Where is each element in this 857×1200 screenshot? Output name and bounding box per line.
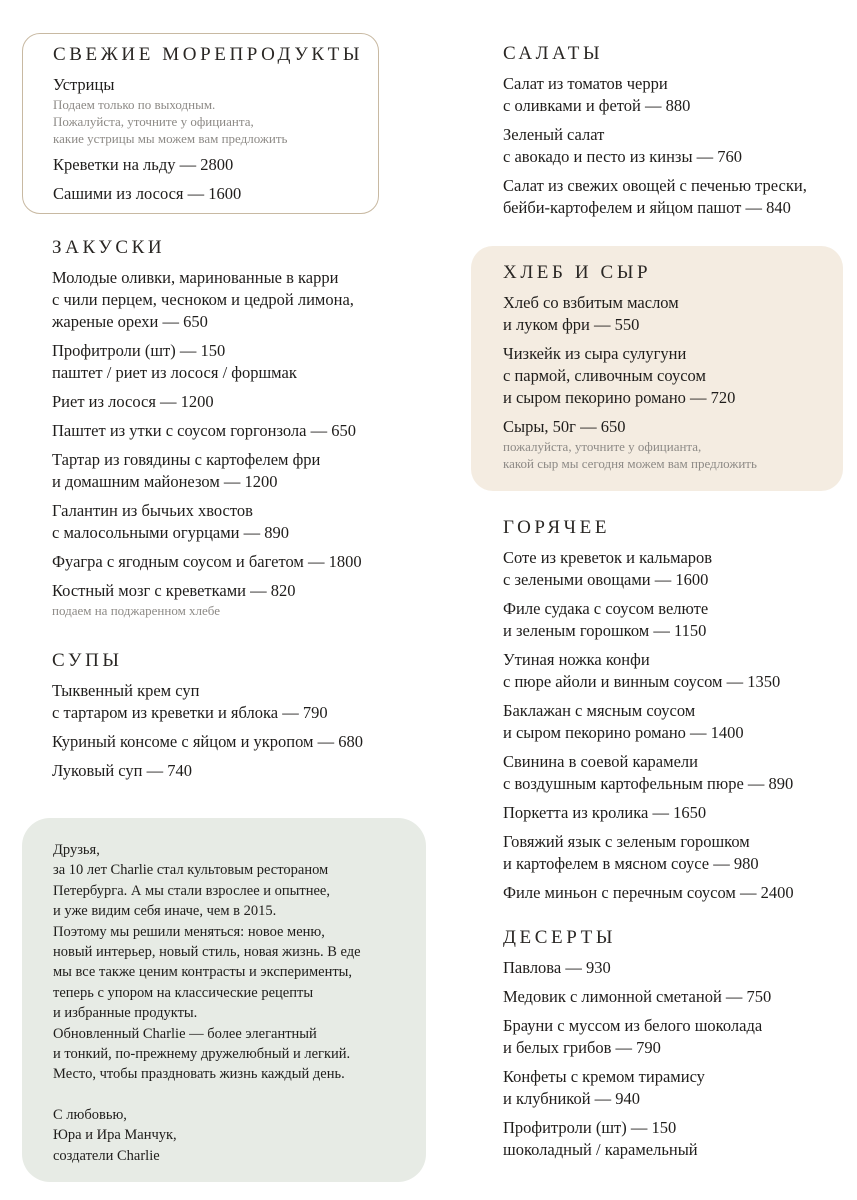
- letter-line: новый интерьер, новый стиль, новая жизнь. В еде: [53, 944, 361, 961]
- section-bread-cheese: [471, 246, 843, 491]
- menu-item-text: и зеленым горошком — 1150: [503, 621, 707, 640]
- menu-item: [52, 580, 432, 619]
- letter-line: Место, чтобы праздновать жизнь каждый день.: [53, 1066, 345, 1083]
- menu-item-text: Чизкейк из сыра сулугуни: [503, 344, 687, 363]
- letter-line: мы все также ценим контрасты и эксперименты,: [53, 964, 353, 981]
- menu-item-text: Тыквенный крем суп: [52, 681, 200, 700]
- menu-item: [52, 449, 432, 493]
- menu-item: [52, 391, 432, 413]
- letter-line: Петербурга. А мы стали взрослее и опытнее,: [53, 882, 330, 899]
- menu-item-text: и белых грибов — 790: [503, 1038, 661, 1057]
- menu-item-text: Куриный консоме с яйцом и укропом — 680: [52, 732, 364, 751]
- menu-item: [503, 124, 843, 168]
- section-seafood: [22, 33, 379, 214]
- menu-item-text: с чили перцем, чесноком и цедрой лимона,: [52, 290, 354, 309]
- menu-item-text: Павлова — 930: [503, 958, 611, 977]
- menu-item: [52, 340, 432, 384]
- menu-item: [52, 551, 432, 573]
- section-title: ГОРЯЧЕЕ: [503, 517, 611, 538]
- menu-item-text: Сашими из лосося — 1600: [53, 184, 242, 203]
- menu-item: [52, 420, 432, 442]
- menu-item-text: Филе судака с соусом велюте: [503, 599, 709, 618]
- menu-item-text: и картофелем в мясном соусе — 980: [503, 854, 759, 873]
- menu-item-text: Баклажан с мясным соусом: [503, 701, 696, 720]
- menu-item-text: Конфеты с кремом тирамису: [503, 1067, 705, 1086]
- menu-item: [503, 882, 843, 904]
- menu-item-text: Утиная ножка конфи: [503, 650, 650, 669]
- menu-item: [52, 267, 432, 333]
- letter-line: за 10 лет Charlie стал культовым рестораном: [53, 862, 329, 879]
- section-soups: [22, 650, 432, 789]
- letter-paragraph: [53, 840, 426, 1085]
- section-desserts: [471, 927, 843, 1168]
- menu-item: [503, 175, 843, 219]
- menu-item-text: Креветки на льду — 2800: [53, 155, 234, 174]
- menu-item-text: Свинина в соевой карамели: [503, 752, 698, 771]
- menu-item-text: Галантин из бычьих хвостов: [52, 501, 253, 520]
- menu-item-text: с авокадо и песто из кинзы — 760: [503, 147, 743, 166]
- menu-item-text: с тартаром из креветки и яблока — 790: [52, 703, 328, 722]
- menu-item-text: с зелеными овощами — 1600: [503, 570, 709, 589]
- letter-line: и избранные продукты.: [53, 1005, 198, 1022]
- menu-item: [503, 649, 843, 693]
- menu-item-text: и сыром пекорино романо — 720: [503, 388, 736, 407]
- menu-item-text: Брауни с муссом из белого шоколада: [503, 1016, 763, 1035]
- section-title: ХЛЕБ И СЫР: [503, 262, 652, 283]
- letter-card: [22, 818, 426, 1182]
- menu-item-note: Подаем только по выходным.: [53, 97, 216, 112]
- menu-item-note: подаем на поджаренном хлебе: [52, 603, 221, 618]
- menu-item-text: паштет / риет из лосося / форшмак: [52, 363, 297, 382]
- menu-item-text: жареные орехи — 650: [52, 312, 208, 331]
- menu-item-text: Костный мозг с креветками — 820: [52, 581, 296, 600]
- letter-line: С любовью,: [53, 1106, 127, 1123]
- menu-item: [503, 598, 843, 642]
- letter-line: Юра и Ира Манчук,: [53, 1127, 177, 1144]
- menu-item: [503, 957, 843, 979]
- section-title: САЛАТЫ: [503, 43, 604, 64]
- section-title: ЗАКУСКИ: [52, 237, 166, 258]
- menu-item: [52, 500, 432, 544]
- menu-item: [503, 831, 843, 875]
- menu-item-text: с пармой, сливочным соусом: [503, 366, 706, 385]
- menu-item-text: и сыром пекорино романо — 1400: [503, 723, 744, 742]
- menu-item-text: Хлеб со взбитым маслом: [503, 293, 679, 312]
- menu-item: [52, 731, 432, 753]
- letter-line: теперь с упором на классические рецепты: [53, 984, 314, 1001]
- menu-item: [503, 73, 843, 117]
- menu-item: [52, 760, 432, 782]
- menu-item: [503, 292, 843, 336]
- menu-item-text: Профитроли (шт) — 150: [503, 1118, 677, 1137]
- menu-item: [503, 343, 843, 409]
- letter-line: создатели Charlie: [53, 1147, 160, 1164]
- menu-item: [503, 700, 843, 744]
- menu-item-text: и клубникой — 940: [503, 1089, 641, 1108]
- letter-line: и уже видим себя иначе, чем в 2015.: [53, 903, 277, 920]
- section-title: ДЕСЕРТЫ: [503, 927, 617, 948]
- section-title: СВЕЖИЕ МОРЕПРОДУКТЫ: [53, 44, 364, 65]
- menu-item-text: и домашним майонезом — 1200: [52, 472, 278, 491]
- menu-item-text: Медовик с лимонной сметаной — 750: [503, 987, 772, 1006]
- menu-item-text: Луковый суп — 740: [52, 761, 192, 780]
- section-starters: [22, 237, 432, 626]
- menu-item-note: пожалуйста, уточните у официанта,: [503, 439, 702, 454]
- menu-item: [503, 1117, 843, 1161]
- menu-item-text: Салат из свежих овощей с печенью трески,: [503, 176, 807, 195]
- menu-item-text: Зеленый салат: [503, 125, 605, 144]
- menu-item-note: какой сыр мы сегодня можем вам предложить: [503, 456, 757, 471]
- menu-item: [53, 74, 378, 147]
- menu-item: [53, 154, 378, 176]
- menu-item-text: Соте из креветок и кальмаров: [503, 548, 713, 567]
- menu-item-text: с воздушным картофельным пюре — 890: [503, 774, 794, 793]
- menu-item: [503, 416, 843, 472]
- menu-item: [503, 1015, 843, 1059]
- menu-item: [53, 183, 378, 205]
- menu-item: [52, 680, 432, 724]
- menu-item: [503, 1066, 843, 1110]
- section-title: СУПЫ: [52, 650, 123, 671]
- menu-item-text: шоколадный / карамельный: [503, 1140, 698, 1159]
- menu-item-text: Профитроли (шт) — 150: [52, 341, 226, 360]
- menu-item-text: с пюре айоли и винным соусом — 1350: [503, 672, 781, 691]
- letter-line: и тонкий, по-прежнему дружелюбный и легкий.: [53, 1046, 351, 1063]
- menu-item-text: Устрицы: [53, 75, 115, 94]
- menu-item-text: Фуагра с ягодным соусом и багетом — 1800: [52, 552, 362, 571]
- menu-item-text: с малосольными огурцами — 890: [52, 523, 290, 542]
- menu-item: [503, 986, 843, 1008]
- menu-item-text: Тартар из говядины с картофелем фри: [52, 450, 321, 469]
- menu-item-note: какие устрицы мы можем вам предложить: [53, 131, 288, 146]
- letter-signature: [53, 1105, 426, 1166]
- letter-line: Друзья,: [53, 842, 100, 858]
- section-hot: [471, 517, 843, 911]
- menu-item-text: с оливками и фетой — 880: [503, 96, 691, 115]
- letter-line: Обновленный Charlie — более элегантный: [53, 1025, 317, 1042]
- menu-item-text: Молодые оливки, маринованные в карри: [52, 268, 339, 287]
- menu-item-text: Риет из лосося — 1200: [52, 392, 214, 411]
- menu-item: [503, 751, 843, 795]
- menu-item-text: Паштет из утки с соусом горгонзола — 650: [52, 421, 356, 440]
- menu-item-text: бейби-картофелем и яйцом пашот — 840: [503, 198, 791, 217]
- section-salads: [471, 43, 843, 226]
- menu-item-text: Салат из томатов черри: [503, 74, 668, 93]
- menu-item-text: и луком фри — 550: [503, 315, 640, 334]
- menu-item-text: Филе миньон с перечным соусом — 2400: [503, 883, 794, 902]
- letter-line: Поэтому мы решили меняться: новое меню,: [53, 923, 325, 940]
- menu-item: [503, 802, 843, 824]
- menu-item-text: Сыры, 50г — 650: [503, 417, 626, 436]
- menu-item: [503, 547, 843, 591]
- menu-item-text: Говяжий язык с зеленым горошком: [503, 832, 750, 851]
- menu-item-text: Поркетта из кролика — 1650: [503, 803, 707, 822]
- menu-item-note: Пожалуйста, уточните у официанта,: [53, 114, 254, 129]
